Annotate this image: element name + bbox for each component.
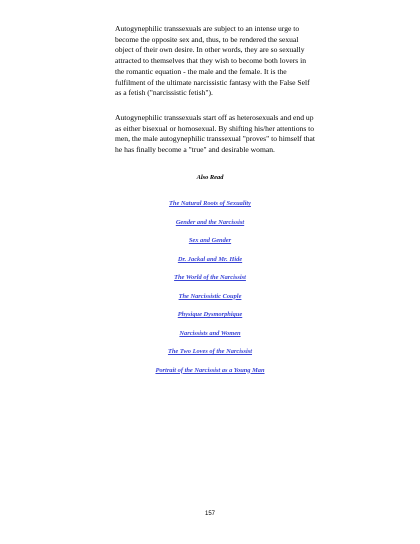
list-item [0, 285, 420, 304]
list-item [0, 303, 420, 322]
list-item [0, 248, 420, 267]
list-item [0, 192, 420, 211]
list-item [0, 322, 420, 341]
list-item [0, 229, 420, 248]
related-links-list [0, 192, 420, 377]
link-physique-dysmorphique[interactable]: Physique Dysmorphique [177, 311, 243, 318]
link-narcissistic-couple[interactable]: The Narcissistic Couple [178, 292, 242, 300]
body-paragraph-2: Autogynephilic transsexuals start off as heterosexuals and end up as either bisexual or homosexual. By shifting his/her attentions to men, the male autogynephilic transsexual "proves" to himself that he has finally become a "true" and desirable woman. [115, 113, 315, 155]
list-item [0, 266, 420, 285]
link-portrait-of-the-narcissist[interactable]: Portrait of the Narcissist as a Young Man [155, 366, 265, 374]
link-two-loves-of-the-narcissist[interactable]: The Two Loves of the Narcissist [167, 348, 253, 355]
link-dr-jackal-and-mr-hide[interactable]: Dr. Jackal and Mr. Hide [177, 255, 243, 263]
list-item [0, 211, 420, 230]
link-world-of-the-narcissist[interactable]: The World of the Narcissist [174, 274, 246, 281]
link-gender-and-the-narcissist[interactable]: Gender and the Narcissist [175, 218, 245, 226]
also-read-heading: Also Read [196, 174, 224, 181]
link-natural-roots-of-sexuality[interactable]: The Natural Roots of Sexuality [168, 200, 252, 207]
list-item [0, 340, 420, 359]
body-paragraph-1: Autogynephilic transsexuals are subject to an intense urge to become the opposite sex and, thus, to be rendered the sexual object of their own desire. In other words, they are so sexually attracted to themselves that they wish to become both lovers in the romantic equation - the male and the female. It is the fulfilment of the ultimate narcissistic fantasy with the False Self as a fetish ("narcissistic fetish"). [115, 24, 310, 98]
link-sex-and-gender[interactable]: Sex and Gender [188, 237, 232, 244]
list-item [0, 359, 420, 378]
link-narcissists-and-women[interactable]: Narcissists and Women [179, 329, 241, 337]
page-number: 157 [204, 511, 215, 517]
